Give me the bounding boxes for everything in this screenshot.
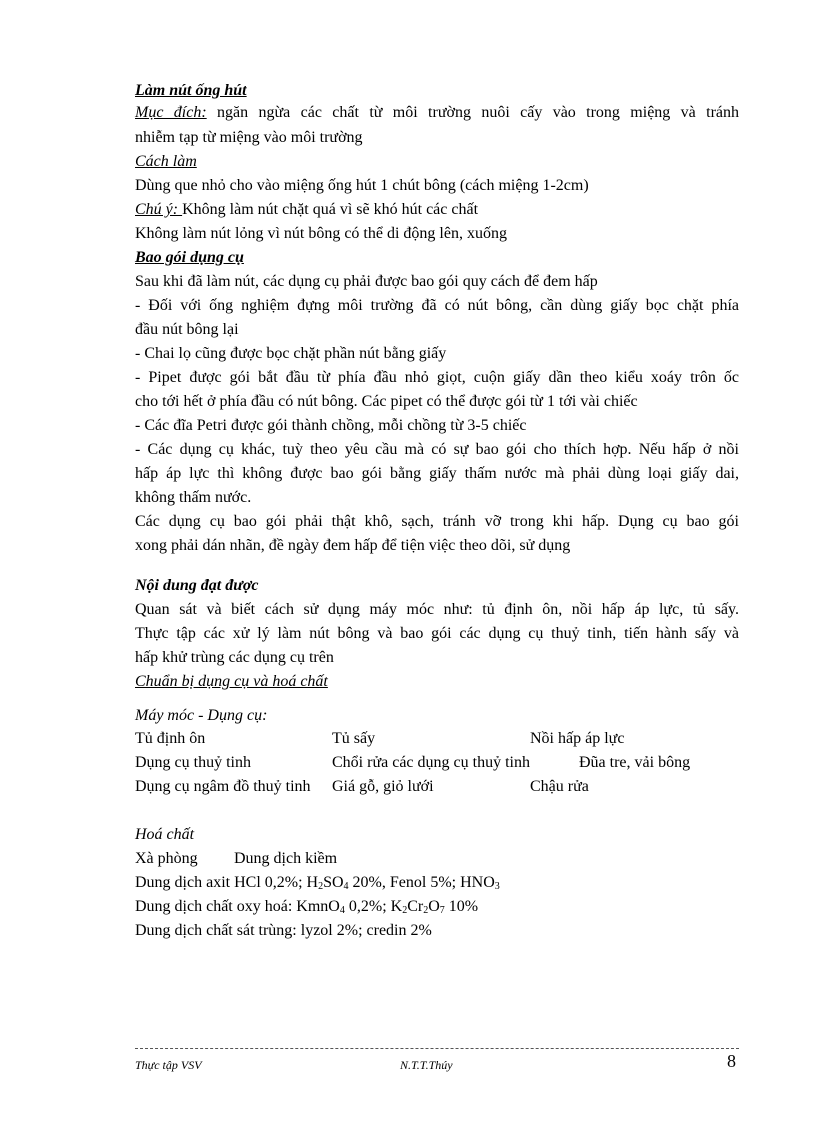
chu-y-label: Chú ý:: [135, 201, 183, 218]
hoa-chat-line-1: [135, 848, 739, 870]
cach-lam-text: Dùng que nhỏ cho vào miệng ống hút 1 chút bông (cách miệng 1-2cm): [135, 177, 589, 194]
equipment-cell: Dụng cụ thuỷ tinh: [135, 754, 251, 771]
bao-goi-line-11: Các dụng cụ bao gói phải thật khô, sạch, tránh vỡ trong khi hấp. Dụng cụ bao gói: [135, 513, 739, 530]
hoa-chat-text: 0,2%; K: [344, 898, 403, 915]
subscript: 2: [423, 905, 429, 916]
equipment-cell: Đũa tre, vải bông: [579, 754, 691, 771]
equipment-cell: Chậu rửa: [530, 778, 589, 795]
equipment-row: [135, 752, 739, 774]
hoa-chat-heading: Hoá chất: [135, 826, 195, 843]
hoa-chat-text: Cr: [407, 898, 424, 915]
hoa-chat-line-2: [135, 872, 500, 894]
muc-dich-text: ngăn ngừa các chất từ môi trường nuôi cấy vào trong miệng và tránh: [206, 104, 739, 121]
hoa-chat-text: O: [428, 898, 440, 915]
bao-goi-line-4: - Chai lọ cũng được bọc chặt phần nút bằng giấy: [135, 345, 447, 362]
equipment-cell: Nồi hấp áp lực: [530, 730, 625, 747]
bao-goi-line-2: - Đối với ống nghiệm đựng môi trường đã có nút bông, cần dùng giấy bọc chặt phía: [135, 297, 739, 314]
equipment-cell: Tủ định ôn: [135, 730, 206, 747]
heading-noi-dung-dat-duoc: Nội dung đạt được: [135, 577, 259, 594]
bao-goi-line-5: - Pipet được gói bắt đầu từ phía đầu nhỏ giọt, cuộn giấy dần theo kiểu xoáy trôn ốc: [135, 369, 739, 386]
hoa-chat-text: SO: [323, 874, 344, 891]
chuan-bi-heading: Chuẩn bị dụng cụ và hoá chất: [135, 673, 328, 690]
cach-lam-heading: Cách làm: [135, 153, 197, 170]
chu-y-text: Không làm nút chặt quá vì sẽ khó hút các chất: [182, 201, 479, 218]
equipment-row: [135, 728, 739, 750]
equipment-cell: Giá gỗ, giỏ lưới: [332, 778, 434, 795]
muc-dich-line-2: nhiễm tạp từ miệng vào môi trường: [135, 129, 363, 146]
hoa-chat-text: 20%, Fenol 5%; HNO: [348, 874, 495, 891]
hoa-chat-item: Xà phòng: [135, 850, 198, 867]
equipment-cell: Dụng cụ ngâm đồ thuỷ tinh: [135, 778, 311, 795]
page-number: 8: [727, 1051, 736, 1071]
hoa-chat-text: Dung dịch chất oxy hoá: KmnO: [135, 898, 340, 915]
subscript: 2: [318, 881, 324, 892]
subscript: 4: [339, 905, 345, 916]
noi-dung-line-1: Quan sát và biết cách sử dụng máy móc như: tủ định ôn, nồi hấp áp lực, tủ sấy.: [135, 601, 739, 618]
bao-goi-line-3: đầu nút bông lại: [135, 321, 239, 338]
equipment-row: [135, 776, 739, 798]
noi-dung-line-3: hấp khử trùng các dụng cụ trên: [135, 649, 334, 666]
equipment-cell: Chổi rửa các dụng cụ thuỷ tinh: [332, 754, 530, 771]
bao-goi-line-9: hấp áp lực thì không được bao gói bằng giấy thấm nước mà phải dùng loại giấy dai,: [135, 465, 739, 482]
hoa-chat-line-4: Dung dịch chất sát trùng: lyzol 2%; credin 2%: [135, 922, 432, 939]
chu-y-text-2: Không làm nút lỏng vì nút bông có thể di động lên, xuống: [135, 225, 507, 242]
bao-goi-line-7: - Các đĩa Petri được gói thành chồng, mỗi chồng từ 3-5 chiếc: [135, 417, 527, 434]
footer-left: Thực tập VSV: [135, 1058, 202, 1072]
footer-author: N.T.T.Thúy: [400, 1058, 453, 1072]
bao-goi-line-12: xong phải dán nhãn, đề ngày đem hấp để tiện việc theo dõi, sử dụng: [135, 537, 571, 554]
footer-divider: [135, 1048, 739, 1049]
subscript: 7: [439, 905, 445, 916]
hoa-chat-line-3: [135, 896, 478, 918]
noi-dung-line-2: Thực tập các xử lý làm nút bông và bao gói các dụng cụ thuỷ tinh, tiến hành sấy và: [135, 625, 739, 642]
chu-y-line: [135, 199, 478, 221]
equipment-cell: Tủ sấy: [332, 730, 376, 747]
bao-goi-line-8: - Các dụng cụ khác, tuỳ theo yêu cầu mà có sự bao gói cho thích hợp. Nếu hấp ở nồi: [135, 441, 739, 458]
hoa-chat-text: Dung dịch axit HCl 0,2%; H: [135, 874, 319, 891]
subscript: 3: [494, 881, 500, 892]
hoa-chat-item: Dung dịch kiềm: [234, 850, 338, 867]
subscript: 2: [402, 905, 408, 916]
heading-bao-goi-dung-cu: Bao gói dụng cụ: [135, 249, 244, 266]
subscript: 4: [343, 881, 349, 892]
bao-goi-line-10: không thấm nước.: [135, 489, 252, 506]
heading-lam-nut-ong-hut: Làm nút ống hút: [135, 82, 247, 99]
muc-dich-label: Mục đích:: [135, 104, 207, 121]
bao-goi-line-1: Sau khi đã làm nút, các dụng cụ phải được bao gói quy cách để đem hấp: [135, 273, 598, 290]
may-moc-heading: Máy móc - Dụng cụ:: [135, 707, 268, 724]
muc-dich-line-1: [135, 102, 739, 124]
bao-goi-line-6: cho tới hết ở phía đầu có nút bông. Các pipet có thể được gói từ 1 tới vài chiếc: [135, 393, 638, 410]
hoa-chat-text: 10%: [444, 898, 479, 915]
